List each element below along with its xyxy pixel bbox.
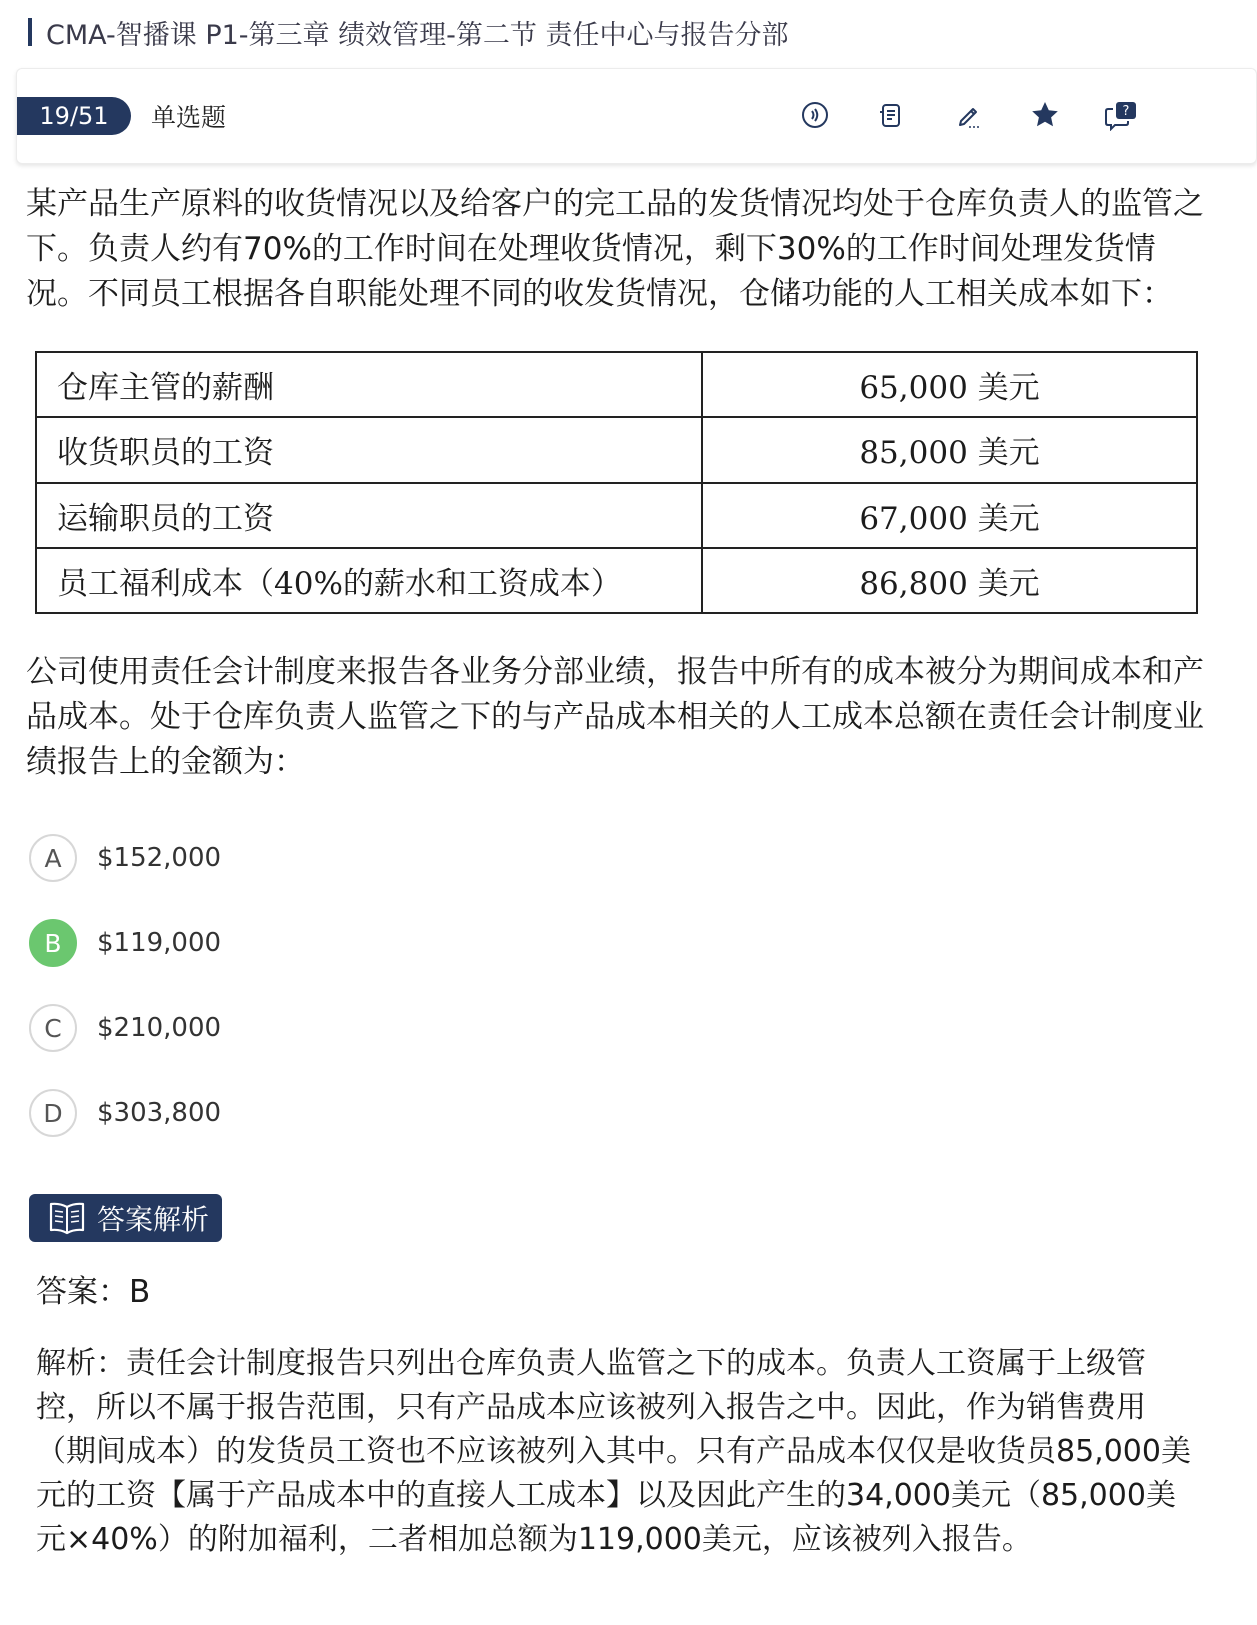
answer-analysis-label: 答案解析: [97, 1203, 210, 1236]
table-cell-item: 运输职员的工资: [36, 483, 702, 548]
question-type-label: 单选题: [151, 103, 227, 132]
notes-icon[interactable]: [873, 97, 909, 133]
table-cell-amount: 85,000 美元: [702, 417, 1197, 482]
table-row: [36, 483, 1197, 548]
table-row: [36, 417, 1197, 482]
option-text: $119,000: [97, 928, 222, 958]
table-cell-item: 仓库主管的薪酬: [36, 352, 702, 417]
option-text: $303,800: [97, 1098, 222, 1128]
option-letter: D: [29, 1089, 77, 1137]
question-stem-continued: 公司使用责任会计制度来报告各业务分部业绩，报告中所有的成本被分为期间成本和产品成本。处于仓库负责人监管之下的与产品成本相关的人工成本总额在责任会计制度业绩报告上的金额为：: [26, 654, 1204, 780]
book-icon: [47, 1200, 87, 1236]
breadcrumb-title: CMA-智播课 P1-第三章 绩效管理-第二节 责任中心与报告分部: [46, 19, 789, 51]
explanation-text: 解析：责任会计制度报告只列出仓库负责人监管之下的成本。负责人工资属于上级管控，所以不属于报告范围，只有产品成本应该被列入报告之中。因此，作为销售费用（期间成本）的发货员工资也不应该被列入其中。只有产品成本仅仅是收货员85,000美元的工资【属于产品成本中的直接人工成本】以及因此产生的34,000美元（85,000美元×40%）的附加福利，二者相加总额为119,000美元，应该被列入报告。: [36, 1346, 1191, 1557]
option-b[interactable]: [29, 919, 221, 967]
table-cell-amount: 86,800 美元: [702, 548, 1197, 613]
table-row: [36, 352, 1197, 417]
answer-analysis-button[interactable]: [29, 1194, 222, 1242]
question-stem: 某产品生产原料的收货情况以及给客户的完工品的发货情况均处于仓库负责人的监管之下。负责人约有70%的工作时间在处理收货情况，剩下30%的工作时间处理发货情况。不同员工根据各自职能处理不同的收发货情况，仓储功能的人工相关成本如下：: [26, 186, 1204, 312]
question-feedback-icon[interactable]: [1103, 97, 1139, 133]
table-cell-item: 收货职员的工资: [36, 417, 702, 482]
pencil-icon[interactable]: [951, 97, 987, 133]
option-c[interactable]: [29, 1004, 221, 1052]
option-letter-correct: B: [29, 919, 77, 967]
breadcrumb: [28, 14, 788, 50]
question-progress: 19/51: [17, 97, 131, 135]
audio-icon[interactable]: [797, 97, 833, 133]
option-text: $152,000: [97, 843, 222, 873]
option-letter: C: [29, 1004, 77, 1052]
option-d[interactable]: [29, 1089, 221, 1137]
breadcrumb-accent-bar: [28, 18, 32, 46]
table-cell-amount: 65,000 美元: [702, 352, 1197, 417]
question-header: [16, 68, 1257, 164]
star-icon[interactable]: [1027, 97, 1063, 133]
cost-table: [35, 351, 1198, 614]
table-cell-amount: 67,000 美元: [702, 483, 1197, 548]
option-text: $210,000: [97, 1013, 222, 1043]
table-row: [36, 548, 1197, 613]
option-letter: A: [29, 834, 77, 882]
option-a[interactable]: [29, 834, 221, 882]
correct-answer: 答案：B: [36, 1274, 151, 1310]
table-cell-item: 员工福利成本（40%的薪水和工资成本）: [36, 548, 702, 613]
svg-text:?: ?: [1122, 104, 1130, 119]
